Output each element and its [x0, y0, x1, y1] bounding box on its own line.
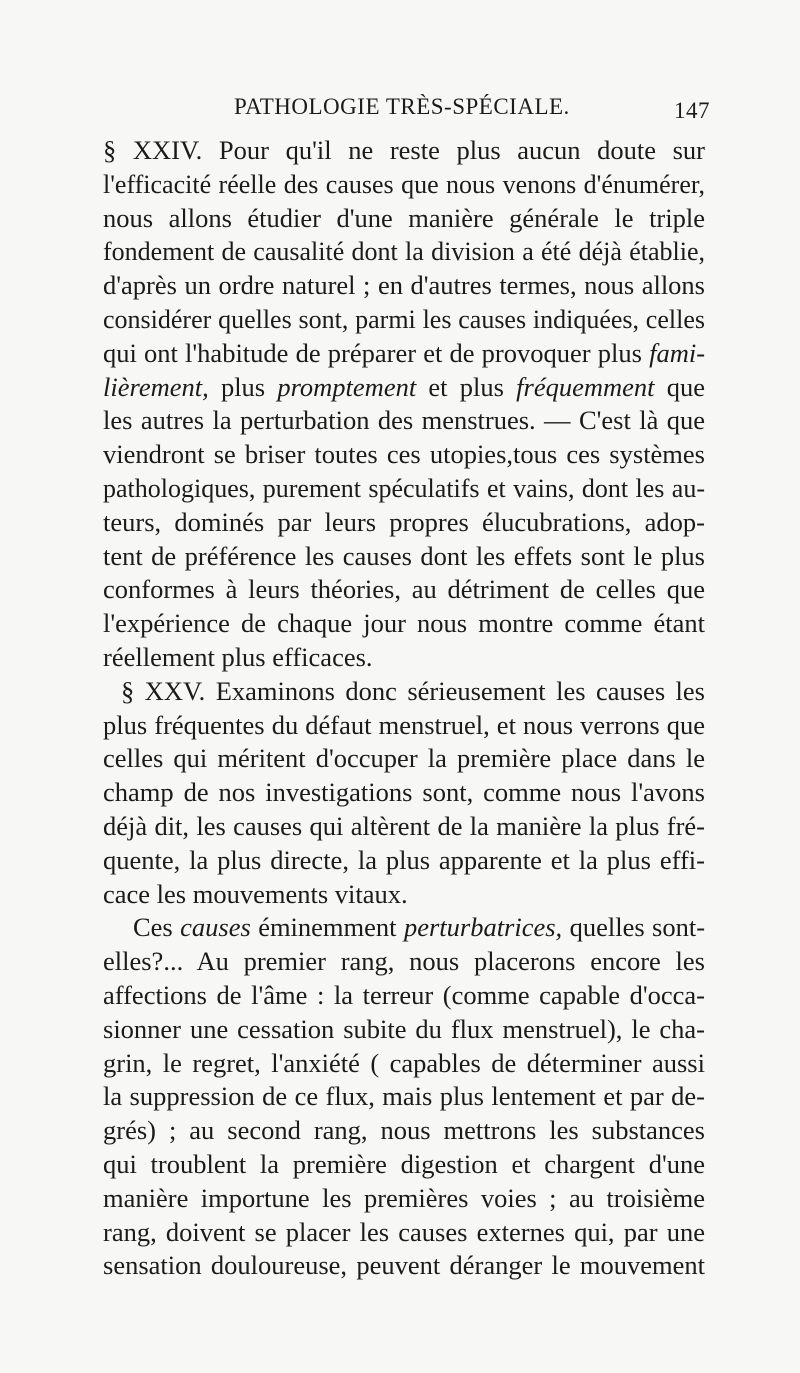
italic-word: lièrement, [103, 371, 209, 402]
italic-word: fami- [649, 337, 706, 368]
running-title: PATHOLOGIE TRÈS-SPÉCIALE. [234, 94, 570, 119]
text-line: plus fréquentes du défaut menstruel, et nous verrons que [103, 709, 705, 740]
text-line: grés) ; au second rang, nous mettrons les substances [103, 1115, 705, 1146]
text-line: la suppression de ce flux, mais plus lentement et par de- [103, 1081, 705, 1112]
text-line: rang, doivent se placer les causes externes qui, par une [103, 1216, 705, 1247]
text-line: celles qui méritent d'occuper la première place dans le [103, 743, 705, 774]
text-line: d'après un ordre naturel ; en d'autres termes, nous allons [103, 270, 705, 301]
text-line: déjà dit, les causes qui altèrent de la manière la plus fré- [103, 810, 705, 841]
text-line: § XXV. Examinons donc sérieusement les causes les [121, 675, 705, 706]
italic-word: causes [180, 912, 251, 943]
body-text [103, 134, 705, 1283]
text-line: manière importune les premières voies ; au troisième [103, 1182, 705, 1213]
text-line: teurs, dominés par leurs propres élucubrations, adop- [103, 506, 705, 537]
text-line: elles?... Au premier rang, nous placerons encore les [103, 946, 705, 977]
text-line: pathologiques, purement spéculatifs et vains, dont les au- [103, 473, 705, 503]
text-line: qui ont l'habitude de préparer et de provoquer plus fami- [103, 337, 706, 368]
text-line: l'efficacité réelle des causes que nous venons d'énumérer, [103, 169, 705, 199]
text-line: fondement de causalité dont la division a été déjà établie, [103, 237, 705, 267]
text-line: réellement plus efficaces. [103, 641, 373, 672]
text-line: qui troublent la première digestion et chargent d'une [103, 1148, 705, 1179]
italic-word: promptement [277, 371, 417, 402]
text-line: les autres la perturbation des menstrues. — C'est là que [103, 405, 705, 436]
text-line: tent de préférence les causes dont les effets sont le plus [103, 540, 705, 571]
italic-word: perturbatrices, [403, 912, 563, 943]
text-line: champ de nos investigations sont, comme nous l'avons [103, 777, 705, 808]
text-line: conformes à leurs théories, au détriment de celles que [103, 574, 705, 605]
text-line: sensation douloureuse, peuvent déranger le mouvement [103, 1250, 705, 1281]
text-line: § XXIV. Pour qu'il ne reste plus aucun doute sur [103, 135, 705, 165]
text-line: l'expérience de chaque jour nous montre comme étant [103, 608, 705, 639]
text-line: considérer quelles sont, parmi les causes indiquées, celles [103, 304, 705, 334]
text-line: cace les mouvements vitaux. [103, 878, 408, 909]
running-header [200, 94, 710, 134]
page-number: 147 [674, 98, 710, 123]
text-line: affections de l'âme : la terreur (comme capable d'occa- [103, 979, 705, 1010]
text-line: Ces causes éminemment perturbatrices, quelles sont- [133, 912, 706, 943]
text-line: nous allons étudier d'une manière générale le triple [103, 202, 705, 233]
text-line: grin, le regret, l'anxiété ( capables de déterminer aussi [103, 1047, 705, 1078]
text-line: quente, la plus directe, la plus apparente et la plus effi- [103, 844, 705, 875]
text-line: viendront se briser toutes ces utopies,tous ces systèmes [103, 439, 705, 470]
italic-word: fréquemment [516, 371, 655, 402]
text-line: sionner une cessation subite du flux menstruel), le cha- [103, 1013, 705, 1044]
text-line: lièrement, plus promptement et plus fréquemment que [103, 371, 706, 402]
